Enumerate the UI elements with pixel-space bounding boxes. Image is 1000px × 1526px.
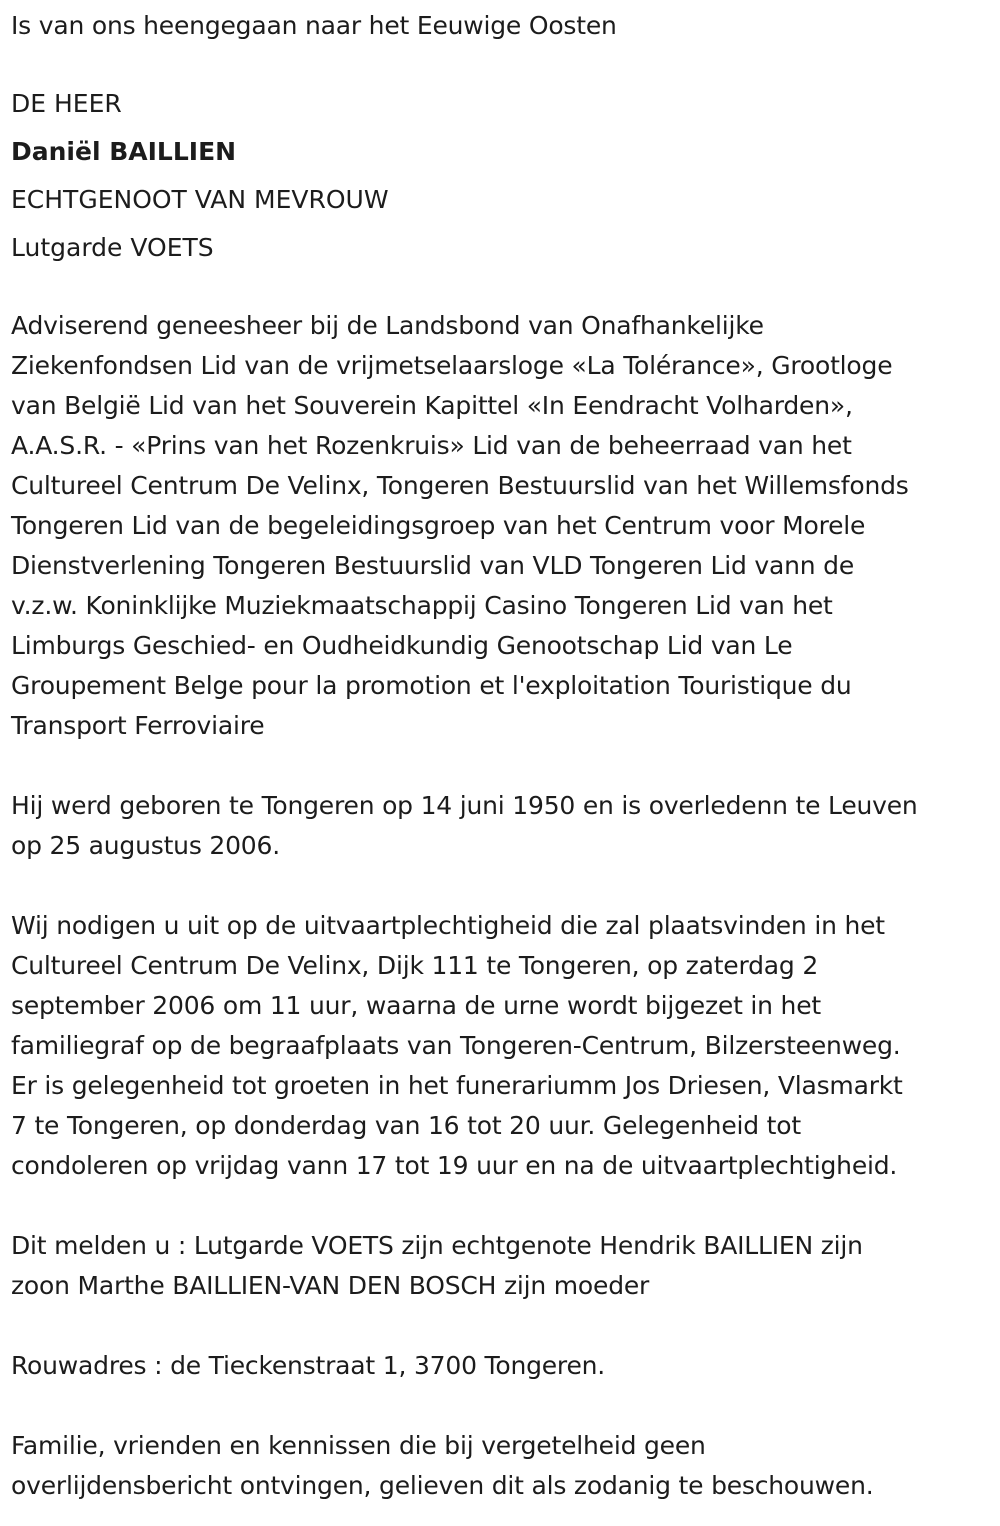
funeral-paragraph (11, 906, 990, 1186)
paragraph-line: A.A.S.R. - «Prins van het Rozenkruis» Lid van de beheerraad van het (11, 431, 852, 460)
paragraph-line: Cultureel Centrum De Velinx, Tongeren Bestuurslid van het Willemsfonds (11, 471, 909, 500)
spouse-name: Lutgarde VOETS (11, 233, 214, 262)
deceased-name: Daniël BAILLIEN (11, 137, 237, 166)
address-paragraph (11, 1346, 990, 1386)
header-block (11, 80, 990, 272)
paragraph-line: september 2006 om 11 uur, waarna de urne wordt bijgezet in het (11, 991, 821, 1020)
paragraph-line: Er is gelegenheid tot groeten in het funerariumm Jos Driesen, Vlasmarkt (11, 1071, 903, 1100)
paragraph-line: Ziekenfondsen Lid van de vrijmetselaarsloge «La Tolérance», Grootloge (11, 351, 893, 380)
paragraph-line: op 25 augustus 2006. (11, 831, 280, 860)
paragraph-line: v.z.w. Koninklijke Muziekmaatschappij Casino Tongeren Lid van het (11, 591, 833, 620)
paragraph-line: familiegraf op de begraafplaats van Tongeren-Centrum, Bilzersteenweg. (11, 1031, 901, 1060)
paragraph-line: condoleren op vrijdag vann 17 tot 19 uur en na de uitvaartplechtigheid. (11, 1151, 898, 1180)
paragraph-line: overlijdensbericht ontvingen, gelieven dit als zodanig te beschouwen. (11, 1471, 874, 1500)
paragraph-line: Tongeren Lid van de begeleidingsgroep van het Centrum voor Morele (11, 511, 866, 540)
paragraph-line: Wij nodigen u uit op de uitvaartplechtigheid die zal plaatsvinden in het (11, 911, 885, 940)
paragraph-line: Hij werd geboren te Tongeren op 14 juni 1950 en is overledenn te Leuven (11, 791, 918, 820)
paragraph-line: zoon Marthe BAILLIEN-VAN DEN BOSCH zijn moeder (11, 1271, 650, 1300)
title-prefix: DE HEER (11, 89, 122, 118)
paragraph-line: Adviserend geneesheer bij de Landsbond van Onafhankelijke (11, 311, 764, 340)
functions-paragraph (11, 306, 990, 746)
announcers-paragraph (11, 1226, 990, 1306)
paragraph-line: Groupement Belge pour la promotion et l'exploitation Touristique du (11, 671, 852, 700)
paragraph-line: Limburgs Geschied- en Oudheidkundig Genootschap Lid van Le (11, 631, 793, 660)
birth-paragraph (11, 786, 990, 866)
paragraph-line: Dit melden u : Lutgarde VOETS zijn echtgenote Hendrik BAILLIEN zijn (11, 1231, 863, 1260)
paragraph-line: van België Lid van het Souverein Kapittel «In Eendracht Volharden», (11, 391, 853, 420)
paragraph-line: Rouwadres : de Tieckenstraat 1, 3700 Tongeren. (11, 1351, 606, 1380)
paragraph-line: Cultureel Centrum De Velinx, Dijk 111 te Tongeren, op zaterdag 2 (11, 951, 819, 980)
paragraph-line: Dienstverlening Tongeren Bestuurslid van VLD Tongeren Lid vann de (11, 551, 854, 580)
spouse-label: ECHTGENOOT VAN MEVROUW (11, 185, 389, 214)
paragraph-line: Familie, vrienden en kennissen die bij vergetelheid geen (11, 1431, 706, 1460)
closing-paragraph (11, 1426, 990, 1506)
paragraph-line: 7 te Tongeren, op donderdag van 16 tot 20 uur. Gelegenheid tot (11, 1111, 801, 1140)
intro-text: Is van ons heengegaan naar het Eeuwige Oosten (11, 11, 617, 40)
paragraph-line: Transport Ferroviaire (11, 711, 265, 740)
